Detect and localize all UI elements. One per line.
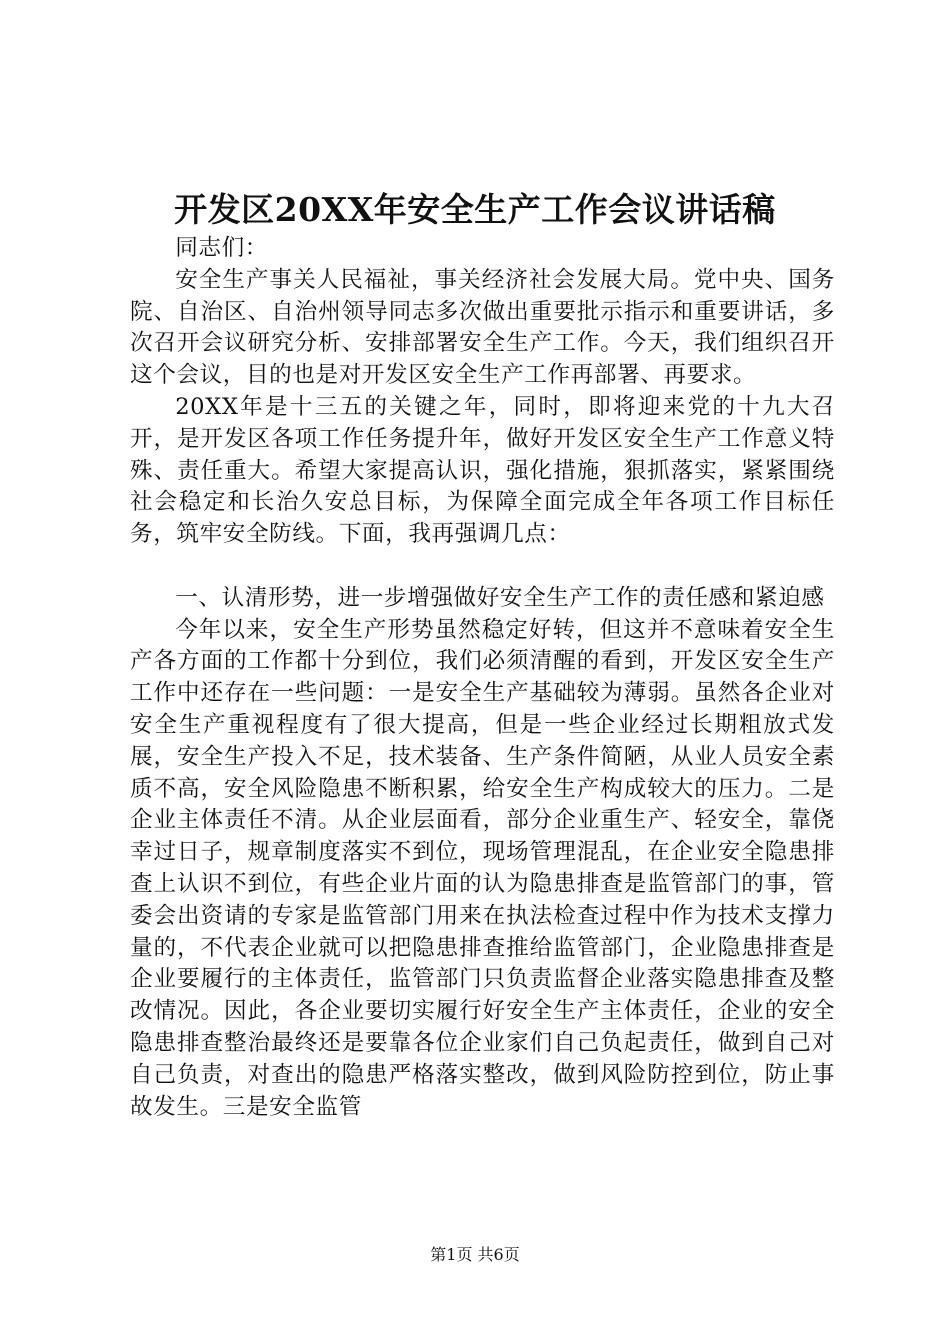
page-indicator: 第1页 共6页 (430, 1245, 520, 1264)
document-title: 开发区20XX年安全生产工作会议讲话稿 (174, 190, 776, 229)
salutation: 同志们： (175, 235, 268, 261)
document-body (130, 233, 835, 1123)
paragraph-situation: 今年以来，安全生产形势虽然稳定好转，但这并不意味着安全生产各方面的工作都十分到位，我们必须清醒的看到，开发区安全生产工作中还存在一些问题：一是安全生产基础较为薄弱。虽然各企业对安全生产重视程度有了很大提高，但是一些企业经过长期粗放式发展，安全生产投入不足，技术装备、生产条件简陋，从业人员安全素质不高，安全风险隐患不断积累，给安全生产构成较大的压力。二是企业主体责任不清。从企业层面看，部分企业重生产、轻安全，靠侥幸过日子，规章制度落实不到位，现场管理混乱，在企业安全隐患排查上认识不到位，有些企业片面的认为隐患排查是监管部门的事，管委会出资请的专家是监管部门用来在执法检查过程中作为技术支撑力量的，不代表企业就可以把隐患排查推给监管部门，企业隐患排查是企业要履行的主体责任，监管部门只负责监督企业落实隐患排查及整改情况。因此，各企业要切实履行好安全生产主体责任，企业的安全隐患排查整治最终还是要靠各位企业家们自己负起责任，做到自己对自己负责，对查出的隐患严格落实整改，做到风险防控到位，防止事故发生。三是安全监管 (130, 616, 835, 1120)
paragraph-year-context: 20XX年是十三五的关键之年，同时，即将迎来党的十九大召开，是开发区各项工作任务提升年，做好开发区安全生产工作意义特殊、责任重大。希望大家提高认识，强化措施，狠抓落实，紧紧围绕社会稳定和长治久安总目标，为保障全面完成全年各项工作目标任务，筑牢安全防线。下面，我再强调几点： (130, 393, 835, 548)
paragraph-intro: 安全生产事关人民福祉，事关经济社会发展大局。党中央、国务院、自治区、自治州领导同志多次做出重要批示指示和重要讲话，多次召开会议研究分析、安排部署安全生产工作。今天，我们组织召开这个会议，目的也是对开发区安全生产工作再部署、再要求。 (130, 266, 835, 389)
section-heading-1: 一、认清形势，进一步增强做好安全生产工作的责任感和紧迫感 (175, 584, 825, 611)
